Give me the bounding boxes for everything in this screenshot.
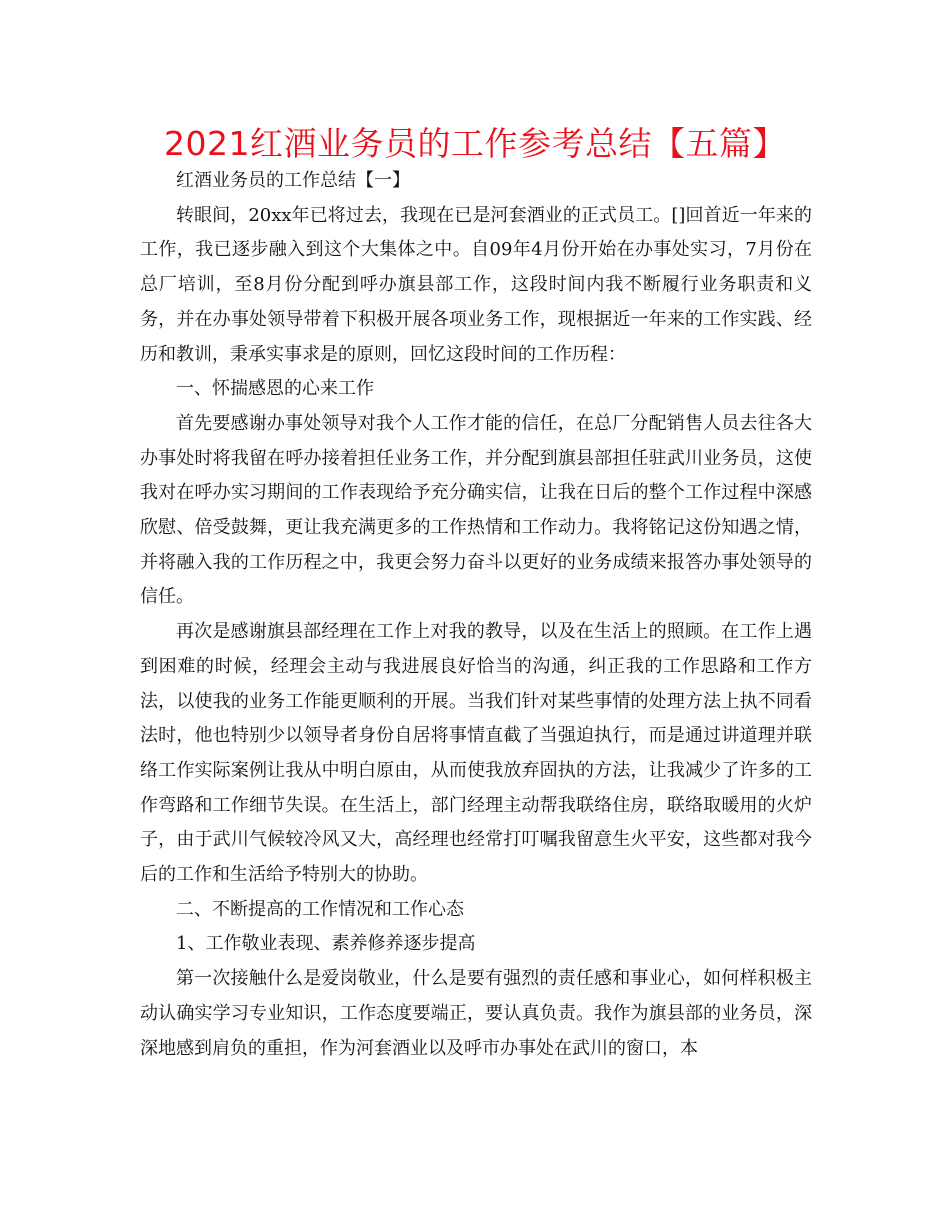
- document-title: 2021红酒业务员的工作参考总结【五篇】: [164, 124, 786, 163]
- paragraph: 第一次接触什么是爱岗敬业，什么是要有强烈的责任感和事业心，如何样积极主动认确实学习专业知识，工作态度要端正，要认真负责。我作为旗县部的业务员，深深地感到肩负的重担，作为河套酒业以及呼市办事处在武川的窗口，本: [140, 968, 812, 1059]
- document-body: [140, 164, 812, 1066]
- section-heading: 二、不断提高的工作情况和工作心态: [176, 898, 464, 920]
- paragraph: 首先要感谢办事处领导对我个人工作才能的信任，在总厂分配销售人员去往各大办事处时将我留在呼办接着担任业务工作，并分配到旗县部担任驻武川业务员，这使我对在呼办实习期间的工作表现给予充分确实信，让我在日后的整个工作过程中深感欣慰、倍受鼓舞，更让我充满更多的工作热情和工作动力。我将铭记这份知遇之情，并将融入我的工作历程之中，我更会努力奋斗以更好的业务成绩来报答办事处领导的信任。: [140, 412, 812, 608]
- paragraph: 再次是感谢旗县部经理在工作上对我的教导，以及在生活上的照顾。在工作上遇到困难的时候，经理会主动与我进展良好恰当的沟通，纠正我的工作思路和工作方法，以使我的业务工作能更顺利的开展。当我们针对某些事情的处理方法上执不同看法时，他也特别少以领导者身份自居将事情直截了当强迫执行，而是通过讲道理并联络工作实际案例让我从中明白原由，从而使我放弃固执的方法，让我减少了许多的工作弯路和工作细节失误。在生活上，部门经理主动帮我联络住房，联络取暖用的火炉子，由于武川气候较冷风又大，高经理也经常打叮嘱我留意生火平安，这些都对我今后的工作和生活给予特别大的协助。: [140, 621, 812, 886]
- section-heading: 一、怀揣感恩的心来工作: [176, 378, 374, 400]
- subsection-heading: 1、工作敬业表现、素养修养逐步提高: [176, 933, 476, 955]
- paragraph: 转眼间，20xx年已将过去，我现在已是河套酒业的正式员工。[]回首近一年来的工作，我已逐步融入到这个大集体之中。自09年4月份开始在办事处实习，7月份在总厂培训，至8月份分配到呼办旗县部工作，这段时间内我不断履行业务职责和义务，并在办事处领导带着下积极开展各项业务工作，现根据近一年来的工作实践、经历和教训，秉承实事求是的原则，回忆这段时间的工作历程：: [140, 204, 812, 365]
- section-heading: 红酒业务员的工作总结【一】: [176, 170, 410, 191]
